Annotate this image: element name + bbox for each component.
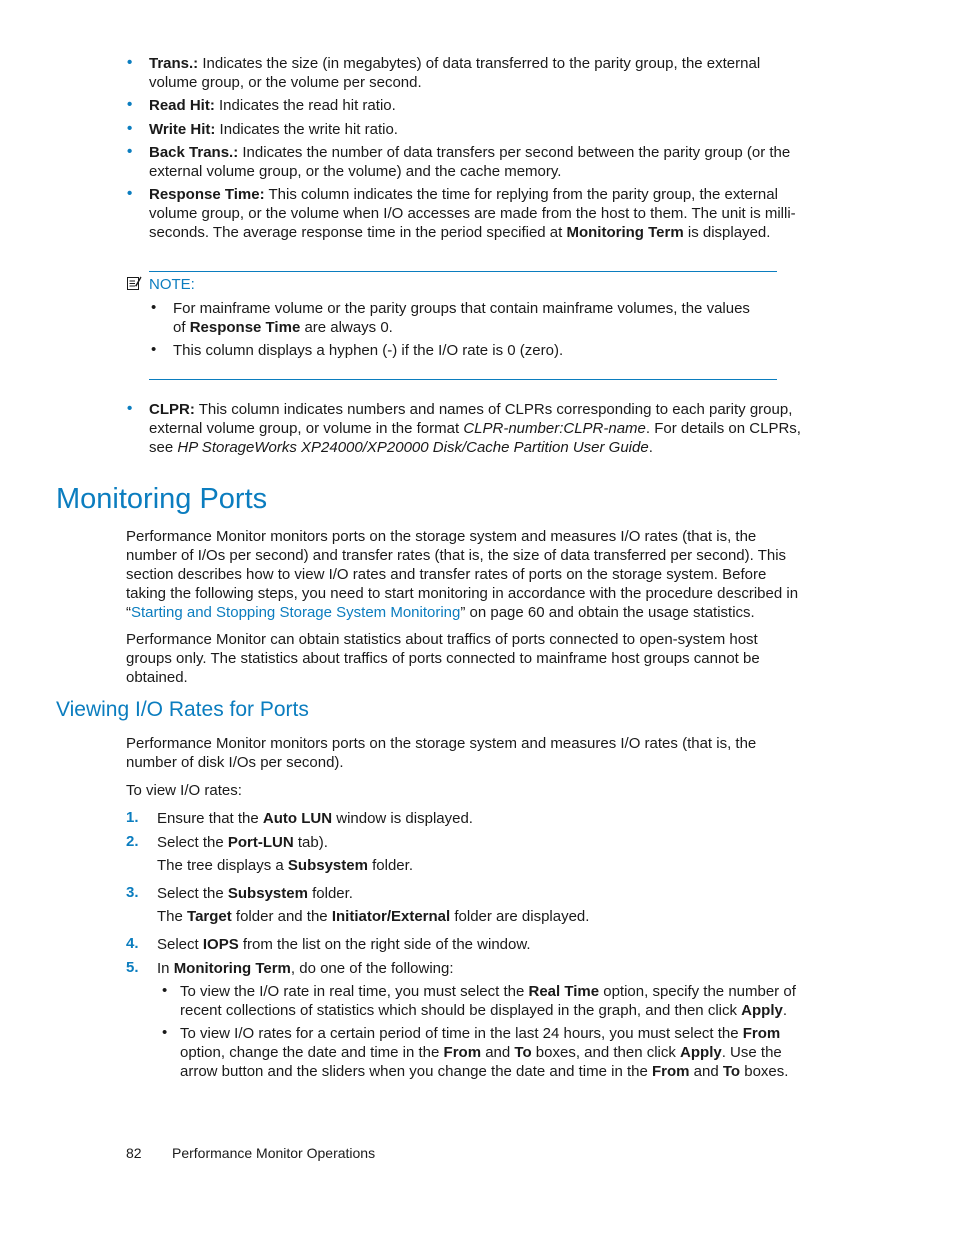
step-3 (157, 884, 802, 903)
step-bold: Auto LUN (262, 810, 333, 827)
step-text: To view I/O rates for a certain period of time in the last 24 hours, you must select the (180, 1025, 743, 1042)
bullet-text: Indicates the number of data transfers per second between the parity group (or the external volume group, or the volume) and the cache memory. (149, 144, 791, 180)
step-bold: IOPS (202, 936, 239, 953)
bullet-label: Response Time: (149, 186, 265, 203)
bullet-read-hit (149, 96, 804, 115)
step-2 (157, 833, 802, 852)
bullet-text: Indicates the size (in megabytes) of data transferred to the parity group, the external volume group, or the volume per second. (149, 55, 761, 91)
bullet-label: Back Trans.: (149, 144, 239, 161)
step-bold: Target (187, 908, 232, 925)
bullet-text: . (648, 439, 653, 456)
paragraph-text: ” on page 60 and obtain the usage statistics. (460, 604, 755, 621)
bullet-text: . For details on CLPRs, see (149, 420, 801, 456)
step-5-option-real-time (180, 982, 802, 1020)
step-bold: Initiator/External (331, 908, 451, 925)
step-text: and (689, 1063, 723, 1080)
step-bold: Subsystem (227, 885, 308, 902)
note-bullet-marker: • (151, 299, 157, 316)
note-icon (126, 275, 142, 291)
bullet-trans (149, 54, 804, 92)
step-5 (157, 959, 802, 978)
guide-title: HP StorageWorks XP24000/XP20000 Disk/Cache Partition User Guide (177, 439, 649, 456)
step-bold: From (651, 1063, 690, 1080)
bullet-write-hit (149, 120, 804, 139)
step-text: folder. (307, 885, 353, 902)
bullet-text: Indicates the write hit ratio. (215, 121, 398, 138)
step-bold: Monitoring Term (173, 960, 291, 977)
step-text: To view the I/O rate in real time, you must select the (180, 983, 529, 1000)
step-text: , do one of the following: (290, 960, 454, 977)
step-text: option, change the date and time in the (180, 1044, 444, 1061)
step-number: 3. (126, 884, 139, 901)
step-text: folder. (367, 857, 413, 874)
step-bold: Apply (680, 1044, 722, 1061)
step-text: Ensure that the (157, 810, 263, 827)
note-bullet-marker: • (151, 341, 157, 358)
step-text: folder and the (231, 908, 332, 925)
section-paragraph-1 (126, 527, 804, 622)
step-1 (157, 809, 802, 828)
bullet-label: CLPR: (149, 401, 195, 418)
step-text: window is displayed. (332, 810, 473, 827)
bullet-italic: CLPR-number:CLPR-name (463, 420, 646, 437)
note-bold: Response Time (189, 319, 301, 336)
sub-bullet-marker: • (162, 1024, 168, 1041)
step-text: option, specify the number of recent collections of statistics which should be displayed in the graph, and then click (180, 983, 796, 1019)
step-4 (157, 935, 802, 954)
step-bold: From (742, 1025, 781, 1042)
bullet-marker: • (127, 185, 133, 202)
bullet-label: Trans.: (149, 55, 199, 72)
step-text: The tree displays a (157, 857, 288, 874)
note-item-hyphen: This column displays a hyphen (-) if the I/O rate is 0 (zero). (173, 342, 564, 359)
paragraph-text: Performance Monitor monitors ports on the storage system and measures I/O rates (that is, the number of I/Os per second) and transfer rates (that is, the size of data transferred per second). This section describes how to view I/O rates and transfer rates of ports on the storage system. Before taking the following steps, you need to start monitoring in accordance with the procedure described in “ (126, 528, 799, 621)
note-label: NOTE: (149, 276, 195, 293)
sub-bullet-marker: • (162, 982, 168, 999)
step-bold: Subsystem (287, 857, 368, 874)
step-text: . (782, 1002, 787, 1019)
bullet-text: is displayed. (683, 224, 771, 241)
note-item-mainframe (173, 299, 763, 337)
step-5-option-from (180, 1024, 802, 1081)
step-number: 5. (126, 959, 139, 976)
bullet-response-time (149, 185, 804, 242)
footer-title: Performance Monitor Operations (172, 1145, 376, 1161)
step-text: The (157, 908, 188, 925)
bullet-text: Indicates the read hit ratio. (214, 97, 396, 114)
step-number: 4. (126, 935, 139, 952)
step-text: tab). (293, 834, 328, 851)
bullet-clpr (149, 400, 804, 457)
step-text: boxes. (740, 1063, 789, 1080)
step-text: . Use the arrow button and the sliders when you change the date and time in the (180, 1044, 782, 1080)
subsection-title: Viewing I/O Rates for Ports (56, 698, 309, 721)
step-bold: To (514, 1044, 532, 1061)
bullet-marker: • (127, 143, 133, 160)
note-bottom-rule (149, 379, 777, 380)
bullet-label: Read Hit: (149, 97, 215, 114)
bullet-label: Write Hit: (149, 121, 216, 138)
step-bold: Apply (741, 1002, 783, 1019)
step-bold: Port-LUN (227, 834, 294, 851)
step-text: In (157, 960, 174, 977)
step-number: 2. (126, 833, 139, 850)
step-bold: From (443, 1044, 482, 1061)
bullet-marker: • (127, 400, 133, 417)
bullet-text: This column indicates numbers and names of CLPRs corresponding to each parity group, external volume group, or volume in the format (149, 401, 793, 437)
subsection-paragraph-2: To view I/O rates: (126, 782, 242, 799)
step-bold: To (722, 1063, 741, 1080)
step-text: boxes, and then click (531, 1044, 681, 1061)
step-text: and (481, 1044, 515, 1061)
bullet-text: This column indicates the time for replying from the parity group, the external volume group, or the volume when I/O accesses are made from the host to them. The unit is milli-seconds. The average response time in the period specified at (149, 186, 796, 241)
section-title: Monitoring Ports (56, 483, 268, 515)
step-2-result (157, 856, 802, 875)
step-number: 1. (126, 809, 139, 826)
step-text: Select (157, 936, 203, 953)
section-paragraph-2: Performance Monitor can obtain statistics about traffics of ports connected to open-system host groups only. The statistics about traffics of ports connected to mainframe host groups cannot be obtained. (126, 631, 760, 686)
note-top-rule (149, 271, 777, 272)
step-text: Select the (157, 885, 228, 902)
step-bold: Real Time (528, 983, 600, 1000)
note-text: For mainframe volume or the parity groups that contain mainframe volumes, the values of (173, 300, 750, 336)
step-text: folder are displayed. (450, 908, 590, 925)
subsection-paragraph-1: Performance Monitor monitors ports on the storage system and measures I/O rates (that is, the number of disk I/Os per second). (126, 735, 757, 771)
note-text: are always 0. (300, 319, 393, 336)
page-number: 82 (126, 1145, 142, 1161)
bullet-marker: • (127, 54, 133, 71)
step-3-result (157, 907, 802, 926)
bullet-bold: Monitoring Term (566, 224, 684, 241)
bullet-back-trans (149, 143, 804, 181)
step-text: Select the (157, 834, 228, 851)
step-text: from the list on the right side of the window. (238, 936, 531, 953)
cross-reference-link[interactable]: Starting and Stopping Storage System Monitoring (131, 604, 461, 621)
bullet-marker: • (127, 120, 133, 137)
bullet-marker: • (127, 96, 133, 113)
